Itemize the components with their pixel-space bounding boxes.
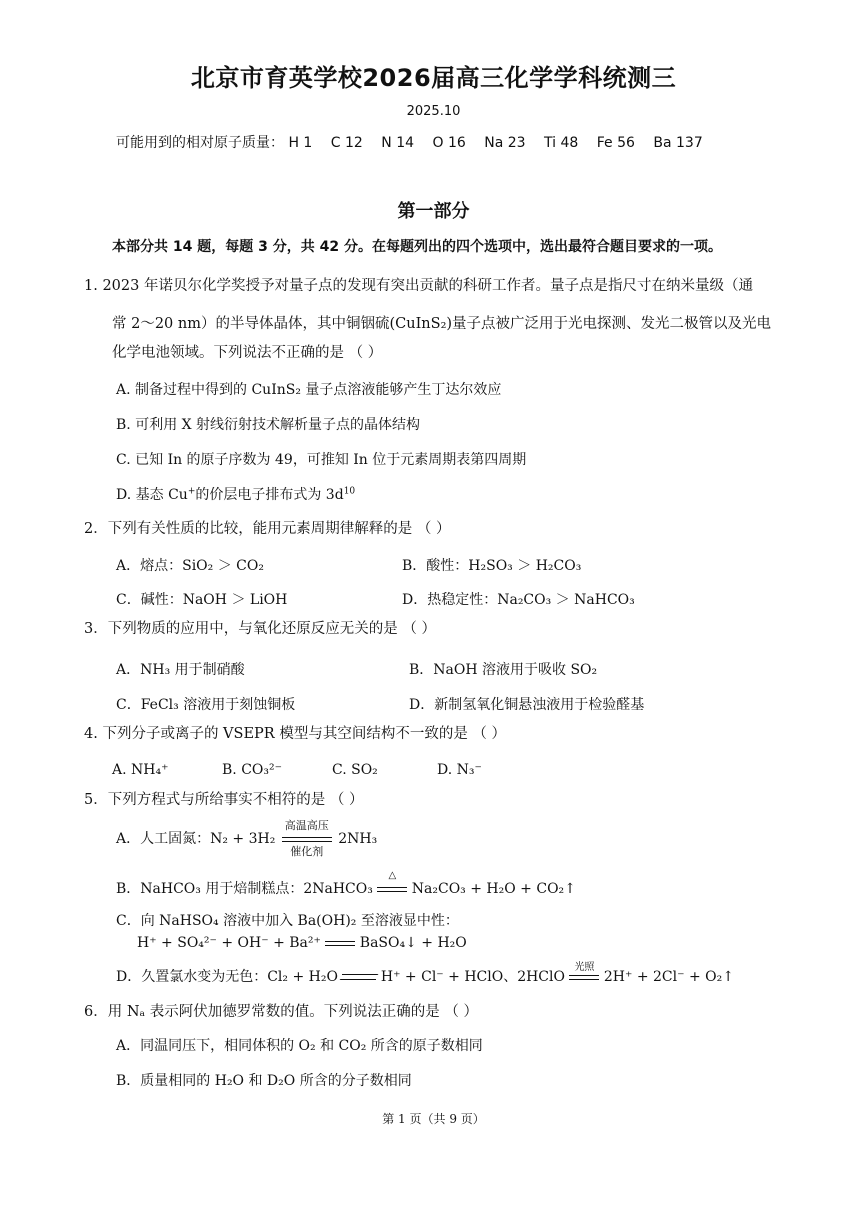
q2-option-b: B．酸性：H₂SO₃ ＞ H₂CO₃ (402, 558, 582, 574)
q3-option-d: D．新制氢氧化铜悬浊液用于检验醛基 (409, 697, 645, 713)
q5-d-reactants: D．久置氯水变为无色：Cl₂ + H₂O (116, 969, 338, 985)
mass-ba: Ba 137 (653, 135, 703, 151)
q1-option-c: C. 已知 In 的原子序数为 49，可推知 In 位于元素周期表第四周期 (116, 452, 527, 468)
q5-b-equals (377, 870, 407, 896)
q4-stem: 4. 下列分子或离子的 VSEPR 模型与其空间结构不一致的是 （ ） (84, 726, 507, 742)
q5-d-light-mark: 光照 (574, 962, 595, 973)
q1-stem-line1: 1. 2023 年诺贝尔化学奖授予对量子点的发现有突出贡献的科研工作者。量子点是指尺寸在纳米量级（通 (84, 278, 753, 294)
q5-d-mid: H⁺ + Cl⁻ + HClO、2HClO (380, 969, 565, 985)
exam-date: 2025.10 (406, 104, 461, 119)
q5-d-equals (569, 962, 599, 984)
mass-h: H 1 (288, 135, 313, 151)
q5-c-reactants: H⁺ + SO₄²⁻ + OH⁻ + Ba²⁺ (137, 935, 321, 951)
part-intro: 本部分共 14 题，每题 3 分，共 42 分。在每题列出的四个选项中，选出最符合题目要求的一项。 (112, 239, 722, 255)
q1-option-d (116, 484, 355, 504)
q5-b-reactants: B．NaHCO₃ 用于焙制糕点：2NaHCO₃ (116, 881, 373, 897)
q3-stem: 3．下列物质的应用中，与氧化还原反应无关的是 （ ） (84, 621, 436, 637)
q5-stem: 5．下列方程式与所给事实不相符的是 （ ） (84, 792, 364, 808)
atomic-masses-label: 可能用到的相对原子质量： (116, 135, 284, 151)
page-footer: 第 1 页（共 9 页） (382, 1112, 485, 1126)
q5-option-c-line2 (137, 935, 467, 951)
atomic-masses-line (116, 132, 717, 152)
mass-fe: Fe 56 (596, 135, 635, 151)
q5-b-products: Na₂CO₃ + H₂O + CO₂↑ (411, 881, 576, 897)
q5-d-products: 2H⁺ + 2Cl⁻ + O₂↑ (603, 969, 734, 985)
mass-ti: Ti 48 (544, 135, 579, 151)
mass-o: O 16 (432, 135, 466, 151)
q5-b-heat-mark: △ (388, 870, 397, 881)
q5-a-condition-top: 高温高压 (284, 819, 329, 832)
q6-stem: 6．用 Nₐ 表示阿伏加德罗常数的值。下列说法正确的是 （ ） (84, 1004, 478, 1020)
q1-option-a: A. 制备过程中得到的 CuInS₂ 量子点溶液能够产生丁达尔效应 (116, 382, 502, 398)
q5-option-c-line1: C．向 NaHSO₄ 溶液中加入 Ba(OH)₂ 至溶液显中性： (116, 913, 459, 929)
q4-option-d: D. N₃⁻ (437, 762, 482, 778)
q5-a-condition-bottom: 催化剂 (290, 845, 324, 858)
q1-option-d-text: D. 基态 Cu (116, 487, 188, 503)
q1-option-b: B. 可利用 X 射线衍射技术解析量子点的晶体结构 (116, 417, 421, 433)
exam-title: 北京市育英学校2026届高三化学学科统测三 (190, 64, 677, 92)
q5-a-reactants: A．人工固氮：N₂ + 3H₂ (116, 831, 276, 847)
q4-option-b: B. CO₃²⁻ (222, 762, 282, 778)
q5-c-equals (325, 936, 355, 950)
mass-na: Na 23 (484, 135, 526, 151)
mass-c: C 12 (330, 135, 363, 151)
q5-a-products: 2NH₃ (338, 831, 378, 847)
q3-option-c: C．FeCl₃ 溶液用于刻蚀铜板 (116, 697, 296, 713)
mass-n: N 14 (381, 135, 415, 151)
q5-d-reversible-arrow (342, 970, 376, 984)
q5-c-products: BaSO₄↓ + H₂O (359, 935, 467, 951)
q5-option-d (116, 962, 734, 986)
q4-option-c: C. SO₂ (332, 762, 378, 778)
q2-stem: 2．下列有关性质的比较，能用元素周期律解释的是 （ ） (84, 521, 451, 537)
q5-option-b (116, 870, 576, 898)
q5-option-a (116, 819, 378, 858)
q4-option-a: A. NH₄⁺ (112, 762, 169, 778)
q1-stem-line3: 化学电池领域。下列说法不正确的是 （ ） (112, 345, 383, 361)
q3-option-b: B．NaOH 溶液用于吸收 SO₂ (409, 662, 598, 678)
q1-stem-line2: 常 2～20 nm）的半导体晶体，其中铜铟硫(CuInS₂)量子点被广泛用于光电探测、发光二极管以及光电 (112, 316, 772, 332)
q6-option-b: B．质量相同的 H₂O 和 D₂O 所含的分子数相同 (116, 1073, 412, 1089)
part-title: 第一部分 (397, 201, 470, 222)
q1-option-d-mid: 的价层电子排布式为 3d (195, 487, 344, 503)
q1-option-d-sup: + (187, 486, 196, 497)
q1-option-d-sup2: 10 (343, 486, 356, 497)
q2-option-d: D．热稳定性：Na₂CO₃ ＞ NaHCO₃ (402, 592, 635, 608)
q2-option-c: C．碱性：NaOH ＞ LiOH (116, 592, 288, 608)
q2-option-a: A．熔点：SiO₂ ＞ CO₂ (116, 558, 264, 574)
q5-a-arrow (282, 819, 332, 858)
q6-option-a: A．同温同压下，相同体积的 O₂ 和 CO₂ 所含的原子数相同 (116, 1038, 483, 1054)
q3-option-a: A．NH₃ 用于制硝酸 (116, 662, 245, 678)
